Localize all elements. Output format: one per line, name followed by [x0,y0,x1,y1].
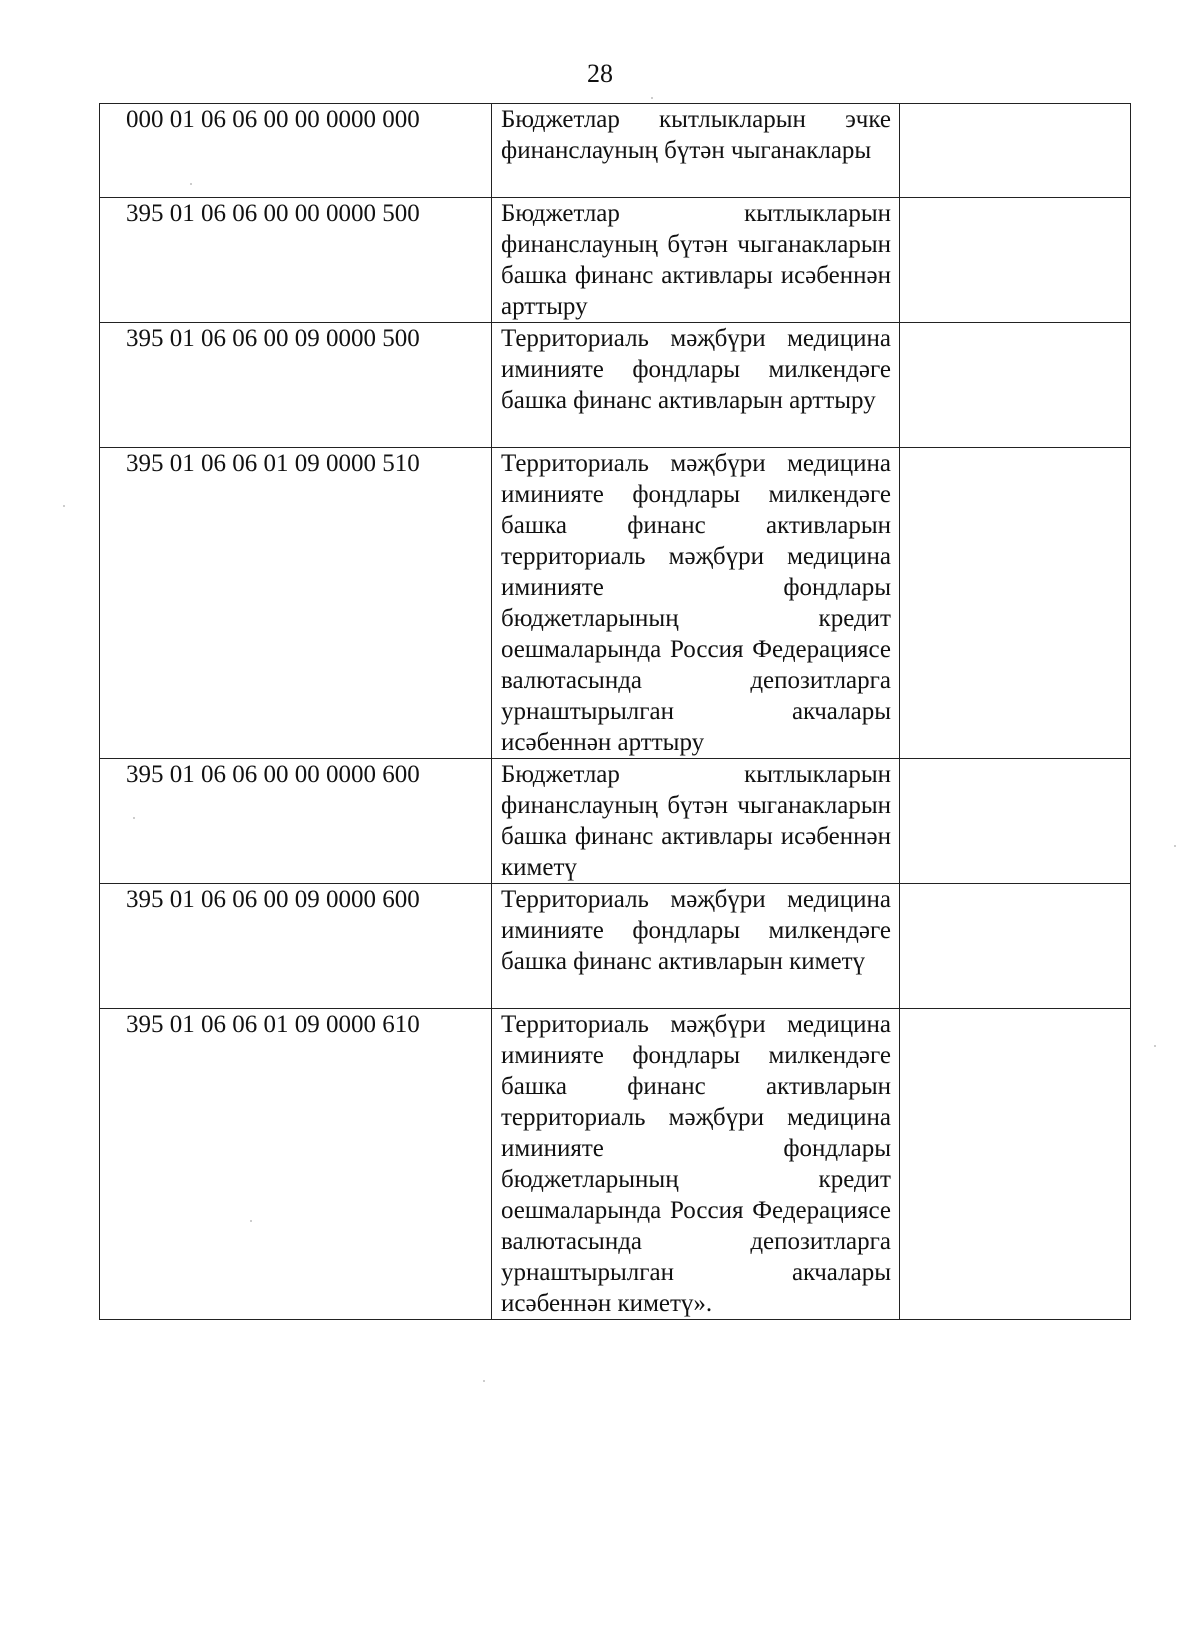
source-description: Бюджетлар кытлыкларын эчке финанслауның бүтән чыганаклары [492,104,900,198]
table-row [100,1009,1131,1320]
table-row [100,323,1131,448]
source-description: Территориаль мәҗбүри медицина иминияте фондлары милкендәге башка финанс активларын территориаль мәҗбүри медицина иминияте фондлары бюджетларының кредит оешмаларында Россия Федерациясе валютасында депозитларга урнаштырылган акчалары исәбеннән киметү». [492,1009,900,1320]
table-row [100,759,1131,884]
scan-speck [651,97,653,99]
classification-code: 395 01 06 06 01 09 0000 610 [100,1009,492,1320]
amount-cell [900,104,1131,198]
table-row [100,884,1131,1009]
table-row [100,198,1131,323]
source-description: Бюджетлар кытлыкларын финанслауның бүтән чыганакларын башка финанс активлары исәбеннән киметү [492,759,900,884]
budget-sources-table [99,103,1131,1320]
classification-code: 395 01 06 06 00 00 0000 600 [100,759,492,884]
amount-cell [900,884,1131,1009]
amount-cell [900,1009,1131,1320]
amount-cell [900,198,1131,323]
scan-speck [483,1380,485,1382]
classification-code: 395 01 06 06 00 09 0000 500 [100,323,492,448]
source-description: Территориаль мәҗбүри медицина иминияте фондлары милкендәге башка финанс активларын арттыру [492,323,900,448]
scan-speck [190,183,192,185]
source-description: Бюджетлар кытлыкларын финанслауның бүтән чыганакларын башка финанс активлары исәбеннән арттыру [492,198,900,323]
classification-code: 395 01 06 06 00 09 0000 600 [100,884,492,1009]
classification-code: 395 01 06 06 00 00 0000 500 [100,198,492,323]
page-number: 28 [587,59,613,88]
amount-cell [900,759,1131,884]
source-description: Территориаль мәҗбүри медицина иминияте фондлары милкендәге башка финанс активларын территориаль мәҗбүри медицина иминияте фондлары бюджетларының кредит оешмаларында Россия Федерациясе валютасында депозитларга урнаштырылган акчалары исәбеннән арттыру [492,448,900,759]
scan-speck [1174,845,1176,847]
scan-speck [63,505,65,507]
amount-cell [900,448,1131,759]
classification-code: 000 01 06 06 00 00 0000 000 [100,104,492,198]
table-row [100,448,1131,759]
amount-cell [900,323,1131,448]
table-row [100,104,1131,198]
scan-speck [1154,1045,1156,1047]
classification-code: 395 01 06 06 01 09 0000 510 [100,448,492,759]
source-description: Территориаль мәҗбүри медицина иминияте фондлары милкендәге башка финанс активларын киметү [492,884,900,1009]
scan-speck [250,1220,252,1222]
scan-speck [133,817,135,819]
